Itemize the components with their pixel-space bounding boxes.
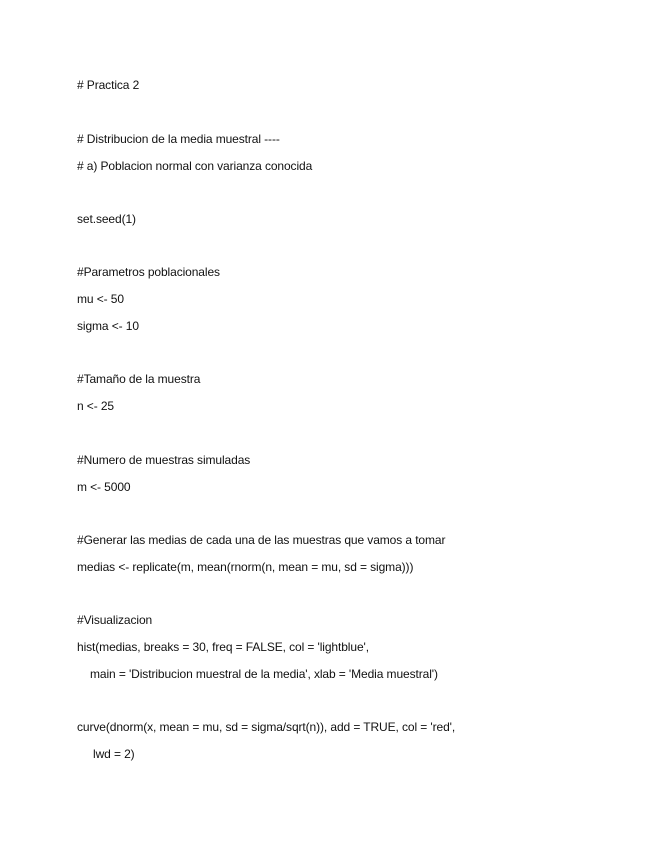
code-line-hist-continued: main = 'Distribucion muestral de la media', xlab = 'Media muestral') xyxy=(90,667,438,681)
comment-generate-means: #Generar las medias de cada una de las muestras que vamos a tomar xyxy=(77,533,446,547)
code-line-hist: hist(medias, breaks = 30, freq = FALSE, col = 'lightblue', xyxy=(77,640,369,654)
comment-parameters: #Parametros poblacionales xyxy=(77,265,220,279)
code-line-mu: mu <- 50 xyxy=(77,292,124,306)
code-line-sigma: sigma <- 10 xyxy=(77,319,139,333)
comment-section-heading: # Distribucion de la media muestral ---- xyxy=(77,132,280,146)
code-line-curve: curve(dnorm(x, mean = mu, sd = sigma/sqrt(n)), add = TRUE, col = 'red', xyxy=(77,720,456,734)
comment-num-samples: #Numero de muestras simuladas xyxy=(77,453,251,467)
comment-sample-size: #Tamaño de la muestra xyxy=(77,372,201,386)
comment-title: # Practica 2 xyxy=(77,78,140,92)
code-line-n: n <- 25 xyxy=(77,399,114,413)
code-line-set-seed: set.seed(1) xyxy=(77,212,136,226)
code-line-m: m <- 5000 xyxy=(77,480,131,494)
comment-visualization: #Visualizacion xyxy=(77,613,153,627)
code-line-medias: medias <- replicate(m, mean(rnorm(n, mean = mu, sd = sigma))) xyxy=(77,560,414,574)
comment-subsection: # a) Poblacion normal con varianza conocida xyxy=(77,159,313,173)
code-line-curve-continued: lwd = 2) xyxy=(93,747,135,761)
